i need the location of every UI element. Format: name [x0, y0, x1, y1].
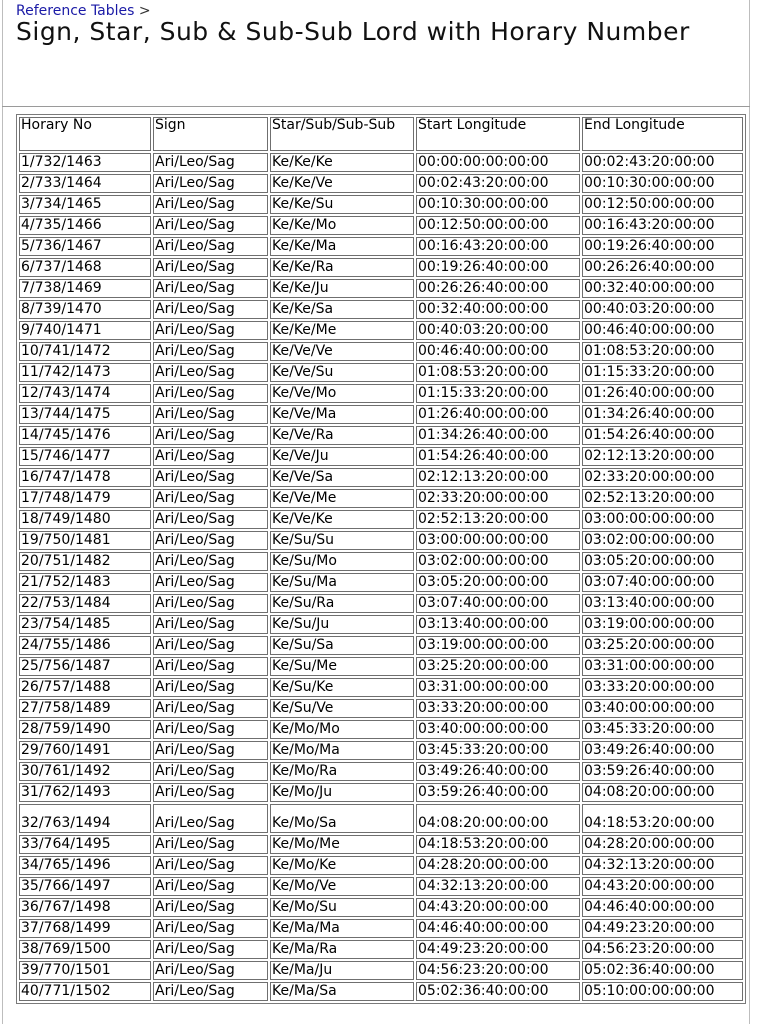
end-longitude-cell: 02:52:13:20:00:00 — [582, 489, 743, 508]
end-longitude-cell: 03:59:26:40:00:00 — [582, 762, 743, 781]
horary-no-cell: 33/764/1495 — [19, 835, 151, 854]
start-longitude-cell: 03:40:00:00:00:00 — [416, 720, 580, 739]
end-longitude-cell: 01:54:26:40:00:00 — [582, 426, 743, 445]
end-longitude-cell: 04:32:13:20:00:00 — [582, 856, 743, 875]
end-longitude-cell: 04:43:20:00:00:00 — [582, 877, 743, 896]
table-row — [19, 636, 743, 655]
table-row — [19, 237, 743, 256]
horary-no-cell: 3/734/1465 — [19, 195, 151, 214]
sign-cell: Ari/Leo/Sag — [153, 678, 268, 697]
horary-no-cell: 31/762/1493 — [19, 783, 151, 802]
end-longitude-cell: 03:02:00:00:00:00 — [582, 531, 743, 550]
star-sub-sub-sub-cell: Ke/Ke/Me — [270, 321, 414, 340]
horary-no-cell: 8/739/1470 — [19, 300, 151, 319]
start-longitude-cell: 04:43:20:00:00:00 — [416, 898, 580, 917]
start-longitude-cell: 02:52:13:20:00:00 — [416, 510, 580, 529]
star-sub-sub-sub-cell: Ke/Su/Sa — [270, 636, 414, 655]
sign-cell: Ari/Leo/Sag — [153, 804, 268, 833]
end-longitude-cell: 00:40:03:20:00:00 — [582, 300, 743, 319]
sign-cell: Ari/Leo/Sag — [153, 363, 268, 382]
sign-cell: Ari/Leo/Sag — [153, 426, 268, 445]
star-sub-sub-sub-cell: Ke/Ma/Ra — [270, 940, 414, 959]
horary-no-cell: 11/742/1473 — [19, 363, 151, 382]
table-row — [19, 594, 743, 613]
sign-cell: Ari/Leo/Sag — [153, 720, 268, 739]
start-longitude-cell: 00:02:43:20:00:00 — [416, 174, 580, 193]
horary-no-cell: 40/771/1502 — [19, 982, 151, 1001]
sign-cell: Ari/Leo/Sag — [153, 699, 268, 718]
horary-no-cell: 18/749/1480 — [19, 510, 151, 529]
table-row — [19, 405, 743, 424]
table-row — [19, 741, 743, 760]
table-row — [19, 804, 743, 833]
horary-no-cell: 6/737/1468 — [19, 258, 151, 277]
start-longitude-cell: 00:12:50:00:00:00 — [416, 216, 580, 235]
table-row — [19, 510, 743, 529]
column-header-horary-no: Horary No — [19, 117, 151, 151]
horary-no-cell: 1/732/1463 — [19, 153, 151, 172]
end-longitude-cell: 04:08:20:00:00:00 — [582, 783, 743, 802]
start-longitude-cell: 03:05:20:00:00:00 — [416, 573, 580, 592]
end-longitude-cell: 03:33:20:00:00:00 — [582, 678, 743, 697]
start-longitude-cell: 01:15:33:20:00:00 — [416, 384, 580, 403]
end-longitude-cell: 03:49:26:40:00:00 — [582, 741, 743, 760]
horary-table — [16, 114, 746, 1004]
sign-cell: Ari/Leo/Sag — [153, 405, 268, 424]
sign-cell: Ari/Leo/Sag — [153, 468, 268, 487]
table-row — [19, 321, 743, 340]
horary-no-cell: 2/733/1464 — [19, 174, 151, 193]
table-row — [19, 531, 743, 550]
table-row — [19, 489, 743, 508]
table-row — [19, 363, 743, 382]
table-row — [19, 699, 743, 718]
star-sub-sub-sub-cell: Ke/Ma/Ma — [270, 919, 414, 938]
star-sub-sub-sub-cell: Ke/Mo/Ke — [270, 856, 414, 875]
end-longitude-cell: 01:15:33:20:00:00 — [582, 363, 743, 382]
horary-no-cell: 32/763/1494 — [19, 804, 151, 833]
column-header-start-longitude: Start Longitude — [416, 117, 580, 151]
start-longitude-cell: 04:49:23:20:00:00 — [416, 940, 580, 959]
sign-cell: Ari/Leo/Sag — [153, 552, 268, 571]
column-header-end-longitude: End Longitude — [582, 117, 743, 151]
horary-no-cell: 30/761/1492 — [19, 762, 151, 781]
start-longitude-cell: 00:16:43:20:00:00 — [416, 237, 580, 256]
table-row — [19, 300, 743, 319]
sign-cell: Ari/Leo/Sag — [153, 216, 268, 235]
sign-cell: Ari/Leo/Sag — [153, 636, 268, 655]
table-row — [19, 783, 743, 802]
start-longitude-cell: 04:18:53:20:00:00 — [416, 835, 580, 854]
end-longitude-cell: 02:33:20:00:00:00 — [582, 468, 743, 487]
table-row — [19, 195, 743, 214]
star-sub-sub-sub-cell: Ke/Ve/Ke — [270, 510, 414, 529]
end-longitude-cell: 04:28:20:00:00:00 — [582, 835, 743, 854]
table-row — [19, 552, 743, 571]
divider — [2, 106, 750, 107]
star-sub-sub-sub-cell: Ke/Ke/Ma — [270, 237, 414, 256]
table-row — [19, 720, 743, 739]
end-longitude-cell: 05:10:00:00:00:00 — [582, 982, 743, 1001]
sign-cell: Ari/Leo/Sag — [153, 919, 268, 938]
table-row — [19, 153, 743, 172]
table-row — [19, 898, 743, 917]
sign-cell: Ari/Leo/Sag — [153, 898, 268, 917]
sign-cell: Ari/Leo/Sag — [153, 237, 268, 256]
start-longitude-cell: 03:07:40:00:00:00 — [416, 594, 580, 613]
table-row — [19, 856, 743, 875]
end-longitude-cell: 03:45:33:20:00:00 — [582, 720, 743, 739]
table-row — [19, 940, 743, 959]
sign-cell: Ari/Leo/Sag — [153, 856, 268, 875]
star-sub-sub-sub-cell: Ke/Ve/Me — [270, 489, 414, 508]
start-longitude-cell: 03:45:33:20:00:00 — [416, 741, 580, 760]
star-sub-sub-sub-cell: Ke/Su/Mo — [270, 552, 414, 571]
table-row — [19, 657, 743, 676]
start-longitude-cell: 03:33:20:00:00:00 — [416, 699, 580, 718]
sign-cell: Ari/Leo/Sag — [153, 657, 268, 676]
end-longitude-cell: 03:00:00:00:00:00 — [582, 510, 743, 529]
sign-cell: Ari/Leo/Sag — [153, 153, 268, 172]
horary-no-cell: 10/741/1472 — [19, 342, 151, 361]
sign-cell: Ari/Leo/Sag — [153, 195, 268, 214]
sign-cell: Ari/Leo/Sag — [153, 300, 268, 319]
table-row — [19, 279, 743, 298]
table-row — [19, 468, 743, 487]
end-longitude-cell: 03:40:00:00:00:00 — [582, 699, 743, 718]
star-sub-sub-sub-cell: Ke/Ve/Su — [270, 363, 414, 382]
start-longitude-cell: 05:02:36:40:00:00 — [416, 982, 580, 1001]
sign-cell: Ari/Leo/Sag — [153, 384, 268, 403]
start-longitude-cell: 02:33:20:00:00:00 — [416, 489, 580, 508]
table-row — [19, 762, 743, 781]
start-longitude-cell: 01:54:26:40:00:00 — [416, 447, 580, 466]
start-longitude-cell: 00:19:26:40:00:00 — [416, 258, 580, 277]
horary-no-cell: 25/756/1487 — [19, 657, 151, 676]
end-longitude-cell: 00:19:26:40:00:00 — [582, 237, 743, 256]
end-longitude-cell: 00:02:43:20:00:00 — [582, 153, 743, 172]
star-sub-sub-sub-cell: Ke/Ke/Mo — [270, 216, 414, 235]
sign-cell: Ari/Leo/Sag — [153, 783, 268, 802]
sign-cell: Ari/Leo/Sag — [153, 835, 268, 854]
sign-cell: Ari/Leo/Sag — [153, 877, 268, 896]
horary-no-cell: 21/752/1483 — [19, 573, 151, 592]
end-longitude-cell: 00:26:26:40:00:00 — [582, 258, 743, 277]
table-row — [19, 447, 743, 466]
end-longitude-cell: 01:34:26:40:00:00 — [582, 405, 743, 424]
star-sub-sub-sub-cell: Ke/Su/Ju — [270, 615, 414, 634]
star-sub-sub-sub-cell: Ke/Ve/Ju — [270, 447, 414, 466]
table-row — [19, 961, 743, 980]
star-sub-sub-sub-cell: Ke/Su/Ma — [270, 573, 414, 592]
sign-cell: Ari/Leo/Sag — [153, 321, 268, 340]
end-longitude-cell: 00:32:40:00:00:00 — [582, 279, 743, 298]
table-row — [19, 919, 743, 938]
end-longitude-cell: 03:05:20:00:00:00 — [582, 552, 743, 571]
start-longitude-cell: 01:08:53:20:00:00 — [416, 363, 580, 382]
start-longitude-cell: 00:26:26:40:00:00 — [416, 279, 580, 298]
star-sub-sub-sub-cell: Ke/Ma/Sa — [270, 982, 414, 1001]
end-longitude-cell: 01:08:53:20:00:00 — [582, 342, 743, 361]
end-longitude-cell: 03:19:00:00:00:00 — [582, 615, 743, 634]
sign-cell: Ari/Leo/Sag — [153, 762, 268, 781]
sign-cell: Ari/Leo/Sag — [153, 279, 268, 298]
end-longitude-cell: 01:26:40:00:00:00 — [582, 384, 743, 403]
table-row — [19, 258, 743, 277]
horary-no-cell: 35/766/1497 — [19, 877, 151, 896]
star-sub-sub-sub-cell: Ke/Mo/Ra — [270, 762, 414, 781]
star-sub-sub-sub-cell: Ke/Ve/Ve — [270, 342, 414, 361]
table-container — [16, 114, 750, 1024]
sign-cell: Ari/Leo/Sag — [153, 982, 268, 1001]
end-longitude-cell: 03:25:20:00:00:00 — [582, 636, 743, 655]
start-longitude-cell: 04:08:20:00:00:00 — [416, 804, 580, 833]
end-longitude-cell: 03:31:00:00:00:00 — [582, 657, 743, 676]
star-sub-sub-sub-cell: Ke/Su/Me — [270, 657, 414, 676]
horary-no-cell: 16/747/1478 — [19, 468, 151, 487]
end-longitude-cell: 00:46:40:00:00:00 — [582, 321, 743, 340]
table-row — [19, 835, 743, 854]
table-row — [19, 216, 743, 235]
start-longitude-cell: 04:56:23:20:00:00 — [416, 961, 580, 980]
table-row — [19, 615, 743, 634]
table-row — [19, 678, 743, 697]
star-sub-sub-sub-cell: Ke/Mo/Ma — [270, 741, 414, 760]
sign-cell: Ari/Leo/Sag — [153, 741, 268, 760]
table-row — [19, 342, 743, 361]
table-row — [19, 573, 743, 592]
horary-no-cell: 15/746/1477 — [19, 447, 151, 466]
start-longitude-cell: 03:49:26:40:00:00 — [416, 762, 580, 781]
star-sub-sub-sub-cell: Ke/Su/Ra — [270, 594, 414, 613]
star-sub-sub-sub-cell: Ke/Ke/Ra — [270, 258, 414, 277]
end-longitude-cell: 03:07:40:00:00:00 — [582, 573, 743, 592]
horary-no-cell: 5/736/1467 — [19, 237, 151, 256]
end-longitude-cell: 00:16:43:20:00:00 — [582, 216, 743, 235]
star-sub-sub-sub-cell: Ke/Mo/Sa — [270, 804, 414, 833]
horary-no-cell: 34/765/1496 — [19, 856, 151, 875]
sign-cell: Ari/Leo/Sag — [153, 940, 268, 959]
sign-cell: Ari/Leo/Sag — [153, 615, 268, 634]
start-longitude-cell: 02:12:13:20:00:00 — [416, 468, 580, 487]
sign-cell: Ari/Leo/Sag — [153, 510, 268, 529]
star-sub-sub-sub-cell: Ke/Ve/Sa — [270, 468, 414, 487]
star-sub-sub-sub-cell: Ke/Su/Su — [270, 531, 414, 550]
star-sub-sub-sub-cell: Ke/Ke/Ve — [270, 174, 414, 193]
start-longitude-cell: 03:13:40:00:00:00 — [416, 615, 580, 634]
end-longitude-cell: 04:56:23:20:00:00 — [582, 940, 743, 959]
table-row — [19, 982, 743, 1001]
table-row — [19, 384, 743, 403]
horary-no-cell: 17/748/1479 — [19, 489, 151, 508]
horary-no-cell: 29/760/1491 — [19, 741, 151, 760]
star-sub-sub-sub-cell: Ke/Ve/Ma — [270, 405, 414, 424]
start-longitude-cell: 03:00:00:00:00:00 — [416, 531, 580, 550]
horary-no-cell: 38/769/1500 — [19, 940, 151, 959]
sign-cell: Ari/Leo/Sag — [153, 531, 268, 550]
end-longitude-cell: 05:02:36:40:00:00 — [582, 961, 743, 980]
horary-no-cell: 4/735/1466 — [19, 216, 151, 235]
horary-no-cell: 19/750/1481 — [19, 531, 151, 550]
start-longitude-cell: 00:46:40:00:00:00 — [416, 342, 580, 361]
horary-no-cell: 36/767/1498 — [19, 898, 151, 917]
table-row — [19, 877, 743, 896]
horary-no-cell: 22/753/1484 — [19, 594, 151, 613]
star-sub-sub-sub-cell: Ke/Ke/Ke — [270, 153, 414, 172]
end-longitude-cell: 00:12:50:00:00:00 — [582, 195, 743, 214]
star-sub-sub-sub-cell: Ke/Mo/Su — [270, 898, 414, 917]
star-sub-sub-sub-cell: Ke/Su/Ke — [270, 678, 414, 697]
horary-no-cell: 7/738/1469 — [19, 279, 151, 298]
horary-no-cell: 27/758/1489 — [19, 699, 151, 718]
sign-cell: Ari/Leo/Sag — [153, 961, 268, 980]
star-sub-sub-sub-cell: Ke/Ke/Ju — [270, 279, 414, 298]
star-sub-sub-sub-cell: Ke/Ve/Mo — [270, 384, 414, 403]
star-sub-sub-sub-cell: Ke/Mo/Mo — [270, 720, 414, 739]
start-longitude-cell: 03:59:26:40:00:00 — [416, 783, 580, 802]
horary-no-cell: 12/743/1474 — [19, 384, 151, 403]
end-longitude-cell: 02:12:13:20:00:00 — [582, 447, 743, 466]
table-body — [19, 153, 743, 1001]
start-longitude-cell: 01:26:40:00:00:00 — [416, 405, 580, 424]
end-longitude-cell: 04:49:23:20:00:00 — [582, 919, 743, 938]
star-sub-sub-sub-cell: Ke/Mo/Me — [270, 835, 414, 854]
start-longitude-cell: 03:31:00:00:00:00 — [416, 678, 580, 697]
start-longitude-cell: 03:02:00:00:00:00 — [416, 552, 580, 571]
star-sub-sub-sub-cell: Ke/Ke/Su — [270, 195, 414, 214]
horary-no-cell: 24/755/1486 — [19, 636, 151, 655]
horary-no-cell: 13/744/1475 — [19, 405, 151, 424]
start-longitude-cell: 03:19:00:00:00:00 — [416, 636, 580, 655]
sign-cell: Ari/Leo/Sag — [153, 573, 268, 592]
table-row — [19, 426, 743, 445]
star-sub-sub-sub-cell: Ke/Su/Ve — [270, 699, 414, 718]
star-sub-sub-sub-cell: Ke/Mo/Ju — [270, 783, 414, 802]
star-sub-sub-sub-cell: Ke/Ve/Ra — [270, 426, 414, 445]
start-longitude-cell: 04:46:40:00:00:00 — [416, 919, 580, 938]
breadcrumb-separator: > — [138, 3, 151, 19]
sign-cell: Ari/Leo/Sag — [153, 447, 268, 466]
sign-cell: Ari/Leo/Sag — [153, 342, 268, 361]
end-longitude-cell: 04:46:40:00:00:00 — [582, 898, 743, 917]
horary-no-cell: 26/757/1488 — [19, 678, 151, 697]
end-longitude-cell: 00:10:30:00:00:00 — [582, 174, 743, 193]
sign-cell: Ari/Leo/Sag — [153, 489, 268, 508]
sign-cell: Ari/Leo/Sag — [153, 258, 268, 277]
sign-cell: Ari/Leo/Sag — [153, 594, 268, 613]
horary-no-cell: 23/754/1485 — [19, 615, 151, 634]
star-sub-sub-sub-cell: Ke/Ma/Ju — [270, 961, 414, 980]
horary-no-cell: 37/768/1499 — [19, 919, 151, 938]
horary-no-cell: 28/759/1490 — [19, 720, 151, 739]
start-longitude-cell: 01:34:26:40:00:00 — [416, 426, 580, 445]
start-longitude-cell: 00:32:40:00:00:00 — [416, 300, 580, 319]
horary-no-cell: 39/770/1501 — [19, 961, 151, 980]
table-row — [19, 174, 743, 193]
horary-no-cell: 9/740/1471 — [19, 321, 151, 340]
start-longitude-cell: 00:00:00:00:00:00 — [416, 153, 580, 172]
column-header-star-sub-sub-sub: Star/Sub/Sub-Sub — [270, 117, 414, 151]
end-longitude-cell: 04:18:53:20:00:00 — [582, 804, 743, 833]
sign-cell: Ari/Leo/Sag — [153, 174, 268, 193]
page-title: Sign, Star, Sub & Sub-Sub Lord with Horary Number — [16, 17, 690, 46]
star-sub-sub-sub-cell: Ke/Ke/Sa — [270, 300, 414, 319]
start-longitude-cell: 00:10:30:00:00:00 — [416, 195, 580, 214]
table-header-row — [19, 117, 743, 151]
start-longitude-cell: 00:40:03:20:00:00 — [416, 321, 580, 340]
start-longitude-cell: 03:25:20:00:00:00 — [416, 657, 580, 676]
breadcrumb-link-reference-tables[interactable]: Reference Tables — [16, 3, 135, 19]
star-sub-sub-sub-cell: Ke/Mo/Ve — [270, 877, 414, 896]
end-longitude-cell: 03:13:40:00:00:00 — [582, 594, 743, 613]
column-header-sign: Sign — [153, 117, 268, 151]
horary-no-cell: 20/751/1482 — [19, 552, 151, 571]
horary-no-cell: 14/745/1476 — [19, 426, 151, 445]
start-longitude-cell: 04:32:13:20:00:00 — [416, 877, 580, 896]
start-longitude-cell: 04:28:20:00:00:00 — [416, 856, 580, 875]
